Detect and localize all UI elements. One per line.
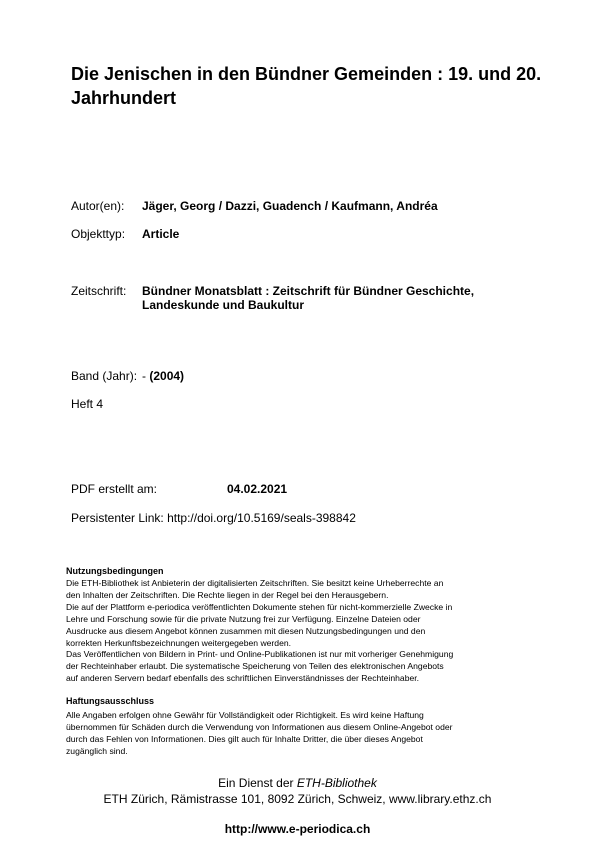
footer-service bbox=[0, 776, 595, 791]
terms-text bbox=[66, 578, 536, 685]
footer-url bbox=[0, 822, 595, 837]
terms-line: Die auf der Plattform e-periodica veröffentlichten Dokumente stehen für nicht-kommerzielle Zwecke in bbox=[66, 601, 453, 612]
terms-line: Lehre und Forschung sowie für die private Nutzung frei zur Verfügung. Einzelne Dateien oder bbox=[66, 613, 421, 624]
terms-line: Die ETH-Bibliothek ist Anbieterin der digitalisierten Zeitschriften. Sie besitzt keine Urheberrechte an bbox=[66, 578, 444, 588]
permalink-label: Persistenter Link: bbox=[71, 511, 164, 525]
volume-prefix: - bbox=[142, 369, 150, 383]
journal-value-line-2: Landeskunde und Baukultur bbox=[142, 298, 305, 312]
author-label: Autor(en): bbox=[71, 199, 125, 213]
author-value: Jäger, Georg / Dazzi, Guadench / Kaufmann, Andréa bbox=[142, 199, 438, 213]
disclaimer-line: Alle Angaben erfolgen ohne Gewähr für Vollständigkeit oder Richtigkeit. Es wird keine Haftung bbox=[66, 710, 424, 720]
disclaimer-line: durch das Fehlen von Informationen. Dies gilt auch für Inhalte Dritter, die über dieses Angebot bbox=[66, 733, 423, 744]
terms-line: korrekten Herkunftsbezeichnungen weitergegeben werden. bbox=[66, 637, 292, 648]
footer-service-prefix: Ein Dienst der bbox=[218, 776, 297, 790]
permalink-row bbox=[71, 511, 356, 525]
terms-line: Das Veröffentlichen von Bildern in Print- und Online-Publikationen ist nur mit vorheriger Genehmigung bbox=[66, 649, 454, 660]
disclaimer-line: zugänglich sind. bbox=[66, 745, 128, 756]
type-value: Article bbox=[142, 227, 180, 241]
disclaimer-line: übernommen für Schäden durch die Verwendung von Informationen aus diesem Online-Angebot oder bbox=[66, 721, 453, 732]
volume-year: (2004) bbox=[149, 369, 185, 383]
e-periodica-link[interactable]: http://www.e-periodica.ch bbox=[224, 822, 371, 836]
footer-service-name: ETH-Bibliothek bbox=[296, 776, 377, 790]
disclaimer-text bbox=[66, 710, 536, 758]
journal-value-line-1: Bündner Monatsblatt : Zeitschrift für Bündner Geschichte, bbox=[142, 284, 475, 298]
type-label: Objekttyp: bbox=[71, 227, 126, 241]
permalink-link[interactable]: http://doi.org/10.5169/seals-398842 bbox=[167, 511, 356, 525]
footer-address: ETH Zürich, Rämistrasse 101, 8092 Zürich, Schweiz, www.library.ethz.ch bbox=[103, 792, 492, 806]
terms-line: den Inhalten der Zeitschriften. Die Rechte liegen in der Regel bei den Herausgebern. bbox=[66, 589, 389, 600]
volume-value bbox=[142, 369, 184, 383]
pdf-created-date: 04.02.2021 bbox=[227, 482, 288, 496]
terms-line: der Rechteinhaber erlaubt. Die systematische Speicherung von Teilen des elektronischen Angebots bbox=[66, 661, 444, 672]
issue: Heft 4 bbox=[71, 397, 104, 411]
volume-label: Band (Jahr): bbox=[71, 369, 138, 383]
terms-line: auf anderen Servern bedarf ebenfalls des schriftlichen Einverständnisses der Rechteinhaber. bbox=[66, 673, 420, 684]
journal-value bbox=[142, 284, 474, 312]
pdf-created-label: PDF erstellt am: bbox=[71, 482, 158, 496]
document-title: Die Jenischen in den Bündner Gemeinden : 19. und 20. Jahrhundert bbox=[71, 64, 542, 108]
disclaimer-heading: Haftungsausschluss bbox=[66, 696, 155, 706]
terms-heading: Nutzungsbedingungen bbox=[66, 566, 164, 576]
terms-line: Ausdrucke aus diesem Angebot können zusammen mit diesen Nutzungsbedingungen und den bbox=[66, 625, 426, 636]
journal-label: Zeitschrift: bbox=[71, 284, 127, 298]
